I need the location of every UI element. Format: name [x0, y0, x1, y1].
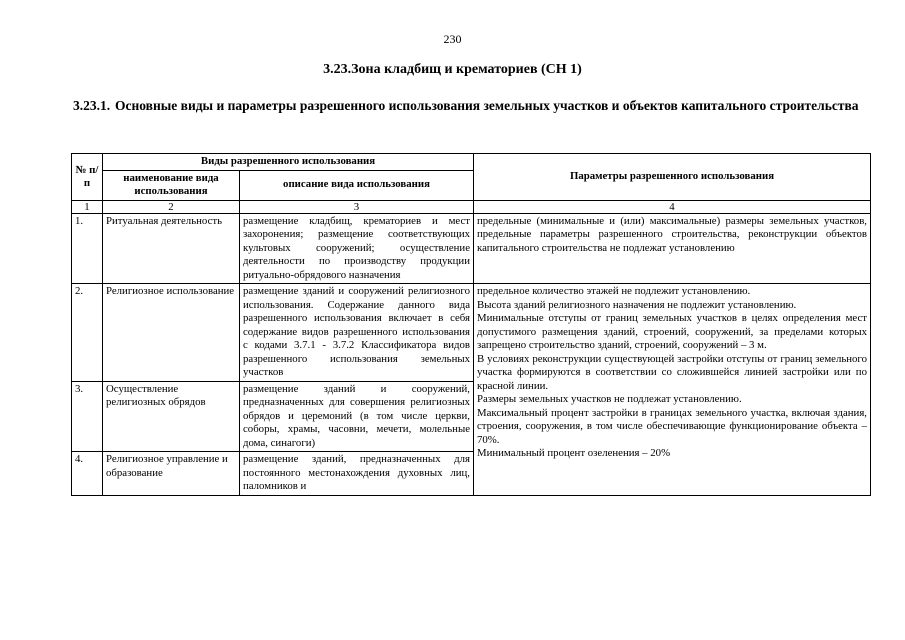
- section-title: 3.23.Зона кладбищ и крематориев (СН 1): [323, 62, 582, 77]
- subsection-number: 3.23.1.: [73, 98, 111, 113]
- index-cell: 3: [240, 200, 474, 213]
- header-description: описание вида использования: [240, 170, 474, 200]
- index-row: [72, 200, 871, 213]
- parameter-line: Минимальный процент озеленения – 20%: [477, 447, 671, 459]
- parameter-line: В условиях реконструкции существующей застройки отступы от границ земельного участка формируются в соответствии со сложившейся линией застройки или по красной линии.: [477, 352, 867, 392]
- index-cell: 2: [103, 200, 240, 213]
- parameter-line: Размеры земельных участков не подлежат установлению.: [477, 393, 742, 405]
- parameter-line: предельное количество этажей не подлежит установлению.: [477, 285, 751, 297]
- row-description: размещение кладбищ, крематориев и мест захоронения; размещение соответствующих культовых сооружений; осуществление деятельности по производству продукции ритуально-обрядового назначения: [240, 213, 474, 284]
- row-num: 4.: [72, 452, 103, 496]
- shared-parameters: [474, 284, 871, 496]
- row-name: Ритуальная деятельность: [103, 213, 240, 284]
- parameter-line: Максимальный процент застройки в границах земельного участка, включая здания, строения, сооружения, в том числе обеспечивающие функционирование объекта – 70%.: [477, 406, 867, 446]
- index-cell: 1: [72, 200, 103, 213]
- row-description: размещение зданий и сооружений религиозного использования. Содержание данного вида разрешенного использования включает в себя содержание видов разрешенного использования с кодами 3.7.1 - 3.7.2 Классификатора видов разрешенного использования земельных участков: [240, 284, 474, 382]
- row-num: 2.: [72, 284, 103, 382]
- table-row: [72, 213, 871, 284]
- parameter-line: Высота зданий религиозного назначения не подлежит установлению.: [477, 298, 797, 311]
- row-description: размещение зданий, предназначенных для постоянного местонахождения духовных лиц, паломников и: [240, 452, 474, 496]
- header-group: Виды разрешенного использования: [103, 154, 474, 171]
- table-row: [72, 284, 871, 382]
- row-num: 3.: [72, 381, 103, 452]
- row-name: Религиозное использование: [103, 284, 240, 382]
- row-name: Осуществление религиозных обрядов: [103, 381, 240, 452]
- header-name: наименование вида использования: [103, 170, 240, 200]
- row-description: размещение зданий и сооружений, предназначенных для совершения религиозных обрядов и церемоний (в том числе церкви, соборы, храмы, часовни, мечети, молельные дома, синагоги): [240, 381, 474, 452]
- row-parameters: предельные (минимальные и (или) максимальные) размеры земельных участков, предельные параметры разрешенного строительства, реконструкции объектов капитального строительства не подлежат установлению: [474, 213, 871, 284]
- index-cell: 4: [474, 200, 871, 213]
- header-num: № п/п: [72, 154, 103, 201]
- table-header-row: [72, 154, 871, 171]
- row-num: 1.: [72, 213, 103, 284]
- subsection-text: Основные виды и параметры разрешенного использования земельных участков и объектов капитального строительства: [115, 98, 859, 113]
- land-use-table: [71, 153, 871, 496]
- subsection-heading: [73, 98, 873, 114]
- page-number: 230: [443, 32, 462, 46]
- header-parameters: Параметры разрешенного использования: [474, 154, 871, 201]
- row-name: Религиозное управление и образование: [103, 452, 240, 496]
- parameter-line: Минимальные отступы от границ земельных участков в целях определения мест допустимого размещения зданий, строений, сооружений, за пределами которых запрещено строительство зданий, строений, сооружений – 3 м.: [477, 312, 867, 351]
